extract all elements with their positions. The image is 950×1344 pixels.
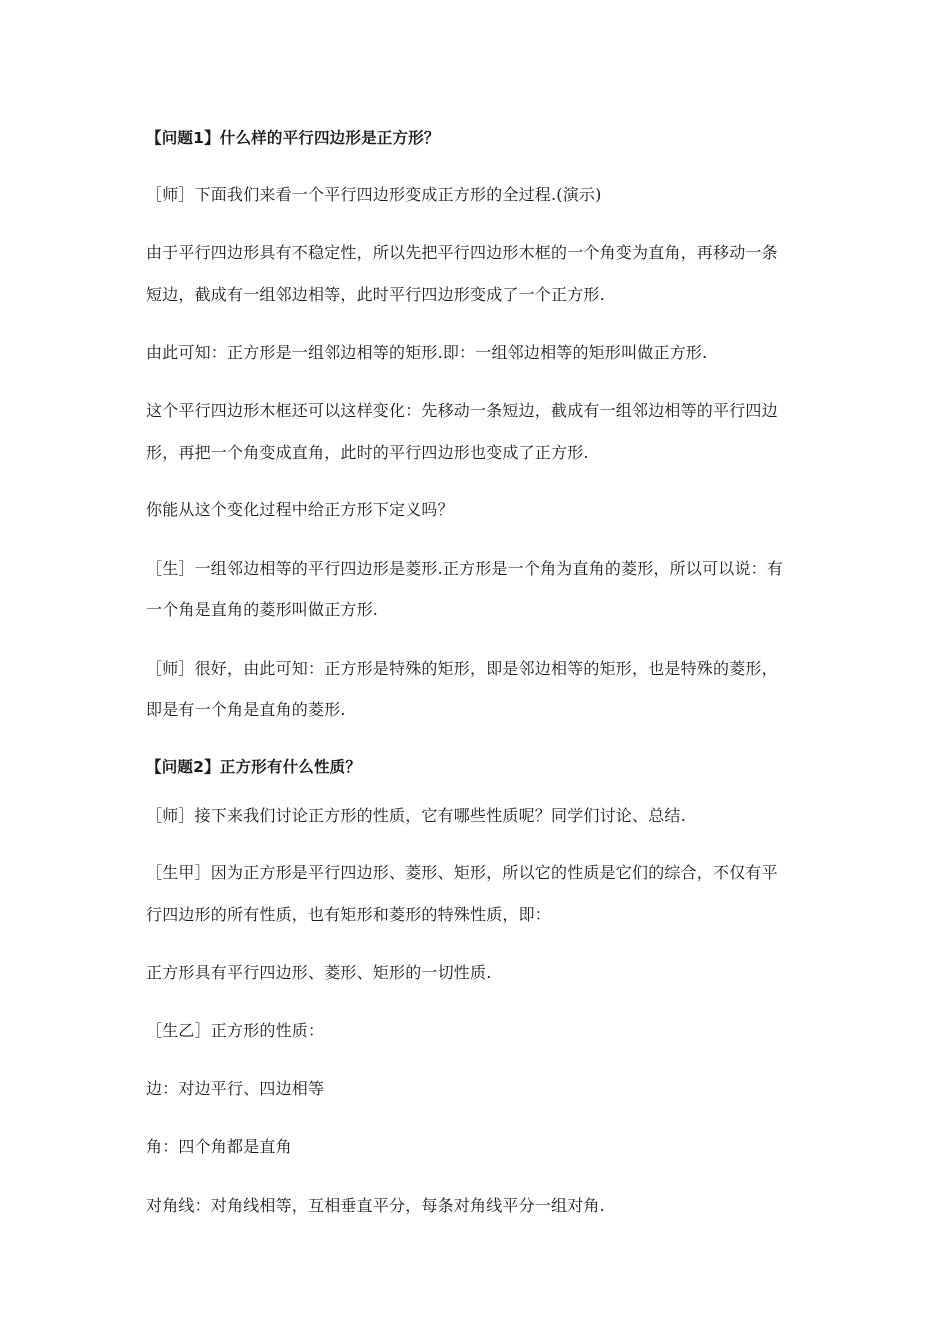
teacher-line: ［师］很好，由此可知：正方形是特殊的矩形，即是邻边相等的矩形，也是特殊的菱形， bbox=[146, 659, 778, 678]
paragraph-line: 形，再把一个角变成直角，此时的平行四边形也变成了正方形. bbox=[146, 443, 589, 462]
student-line: ［生］一组邻边相等的平行四边形是菱形.正方形是一个角为直角的菱形，所以可以说：有 bbox=[146, 559, 784, 578]
student-a-line: ［生甲］因为正方形是平行四边形、菱形、矩形，所以它的性质是它们的综合，不仅有平 bbox=[146, 863, 778, 882]
student-a-line: 行四边形的所有性质，也有矩形和菱形的特殊性质，即： bbox=[146, 905, 552, 924]
paragraph-line: 由此可知：正方形是一组邻边相等的矩形.即：一组邻边相等的矩形叫做正方形. bbox=[146, 343, 708, 362]
paragraph-line: 正方形具有平行四边形、菱形、矩形的一切性质. bbox=[146, 963, 492, 982]
teacher-line: ［师］接下来我们讨论正方形的性质，它有哪些性质呢？同学们讨论、总结. bbox=[146, 806, 686, 825]
student-b-line: ［生乙］正方形的性质： bbox=[146, 1021, 325, 1040]
paragraph-line: 短边，截成有一组邻边相等，此时平行四边形变成了一个正方形. bbox=[146, 285, 605, 304]
paragraph-line: 由于平行四边形具有不稳定性，所以先把平行四边形木框的一个角变为直角，再移动一条 bbox=[146, 243, 778, 262]
paragraph-line: 这个平行四边形木框还可以这样变化：先移动一条短边，截成有一组邻边相等的平行四边 bbox=[146, 401, 778, 420]
paragraph-line: 你能从这个变化过程中给正方形下定义吗？ bbox=[146, 500, 454, 519]
teacher-line: ［师］下面我们来看一个平行四边形变成正方形的全过程.(演示) bbox=[146, 185, 602, 204]
question-2-heading: 【问题2】正方形有什么性质？ bbox=[146, 758, 362, 776]
teacher-line: 即是有一个角是直角的菱形. bbox=[146, 700, 346, 719]
property-diagonals: 对角线：对角线相等，互相垂直平分，每条对角线平分一组对角. bbox=[146, 1196, 605, 1215]
student-line: 一个角是直角的菱形叫做正方形. bbox=[146, 600, 379, 619]
property-angles: 角：四个角都是直角 bbox=[146, 1137, 292, 1156]
property-sides: 边：对边平行、四边相等 bbox=[146, 1079, 325, 1098]
question-1-heading: 【问题1】什么样的平行四边形是正方形？ bbox=[146, 129, 440, 147]
